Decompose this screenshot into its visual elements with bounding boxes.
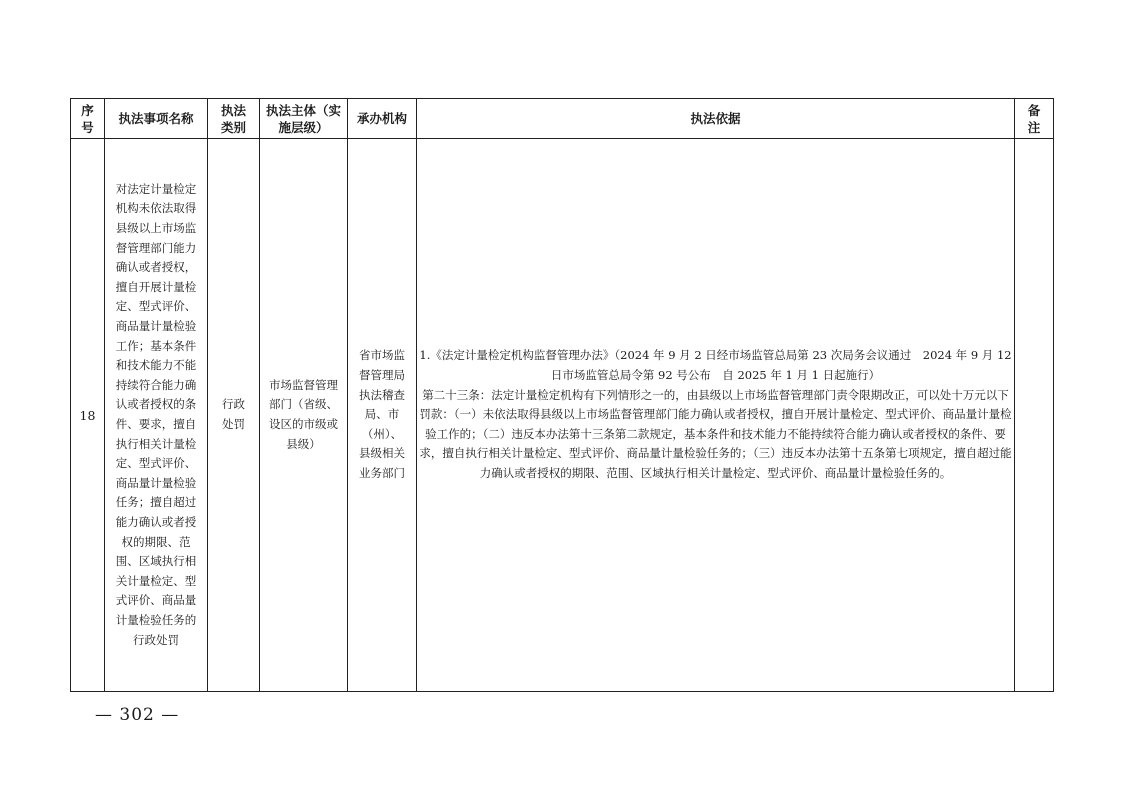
header-name: 执法事项名称 [105,99,208,139]
enforcement-table [70,98,1054,692]
row-subject-text: 市场监督管理部门（省级、设区的市级或县级） [269,377,338,451]
row-category [208,139,260,692]
header-organ: 承办机构 [348,99,417,139]
row-name [105,139,208,692]
row-remarks [1015,139,1054,692]
header-category: 执法类别 [208,99,260,139]
page-number: — 302 — [95,705,180,725]
header-remarks: 备注 [1015,99,1054,139]
header-subject: 执法主体（实施层级） [260,99,348,139]
row-organ-text: 省市场监督管理局执法稽查局、市（州）、县级相关业务部门 [359,348,405,480]
row-name-text: 对法定计量检定机构未依法取得县级以上市场监督管理部门能力确认或者授权，擅自开展计量检定、型式评价、商品量计量检验工作；基本条件和技术能力不能持续符合能力确认或者授权的条件、要求，擅自执行相关计量检定、型式评价、商品量计量检验任务；擅自超过能力确认或者授权的期限、范围、区域执行相关计量检定、型式评价、商品量计量检验任务的行政处罚 [115,181,197,647]
row-no: 18 [71,139,105,692]
header-basis: 执法依据 [417,99,1015,139]
row-organ [348,139,417,692]
basis-law-citation: 1.《法定计量检定机构监督管理办法》（2024 年 9 月 2 日经市场监管总局第 23 次局务会议通过 2024 年 9 月 12 日市场监管总局令第 92 号公布 自 2025 年 1 月 1 日起施行） [419,348,1012,383]
row-category-text: 行政处罚 [222,397,245,431]
table-header-row [71,99,1054,139]
basis-article-text: 第二十三条：法定计量检定机构有下列情形之一的，由县级以上市场监督管理部门责令限期改正，可以处十万元以下罚款：（一）未依法取得县级以上市场监督管理部门能力确认或者授权，擅自开展计量检定、型式评价、商品量计量检验工作的；（二）违反本办法第十三条第二款规定，基本条件和技术能力不能持续符合能力确认或者授权的条件、要求，擅自执行相关计量检定、型式评价、商品量计量检验任务的；（三）违反本办法第十五条第七项规定，擅自超过能力确认或者授权的期限、范围、区域执行相关计量检定、型式评价、商品量计量检验任务的。 [419,387,1012,480]
header-no: 序号 [71,99,105,139]
row-basis [417,139,1015,692]
row-subject [260,139,348,692]
table-row [71,139,1054,692]
